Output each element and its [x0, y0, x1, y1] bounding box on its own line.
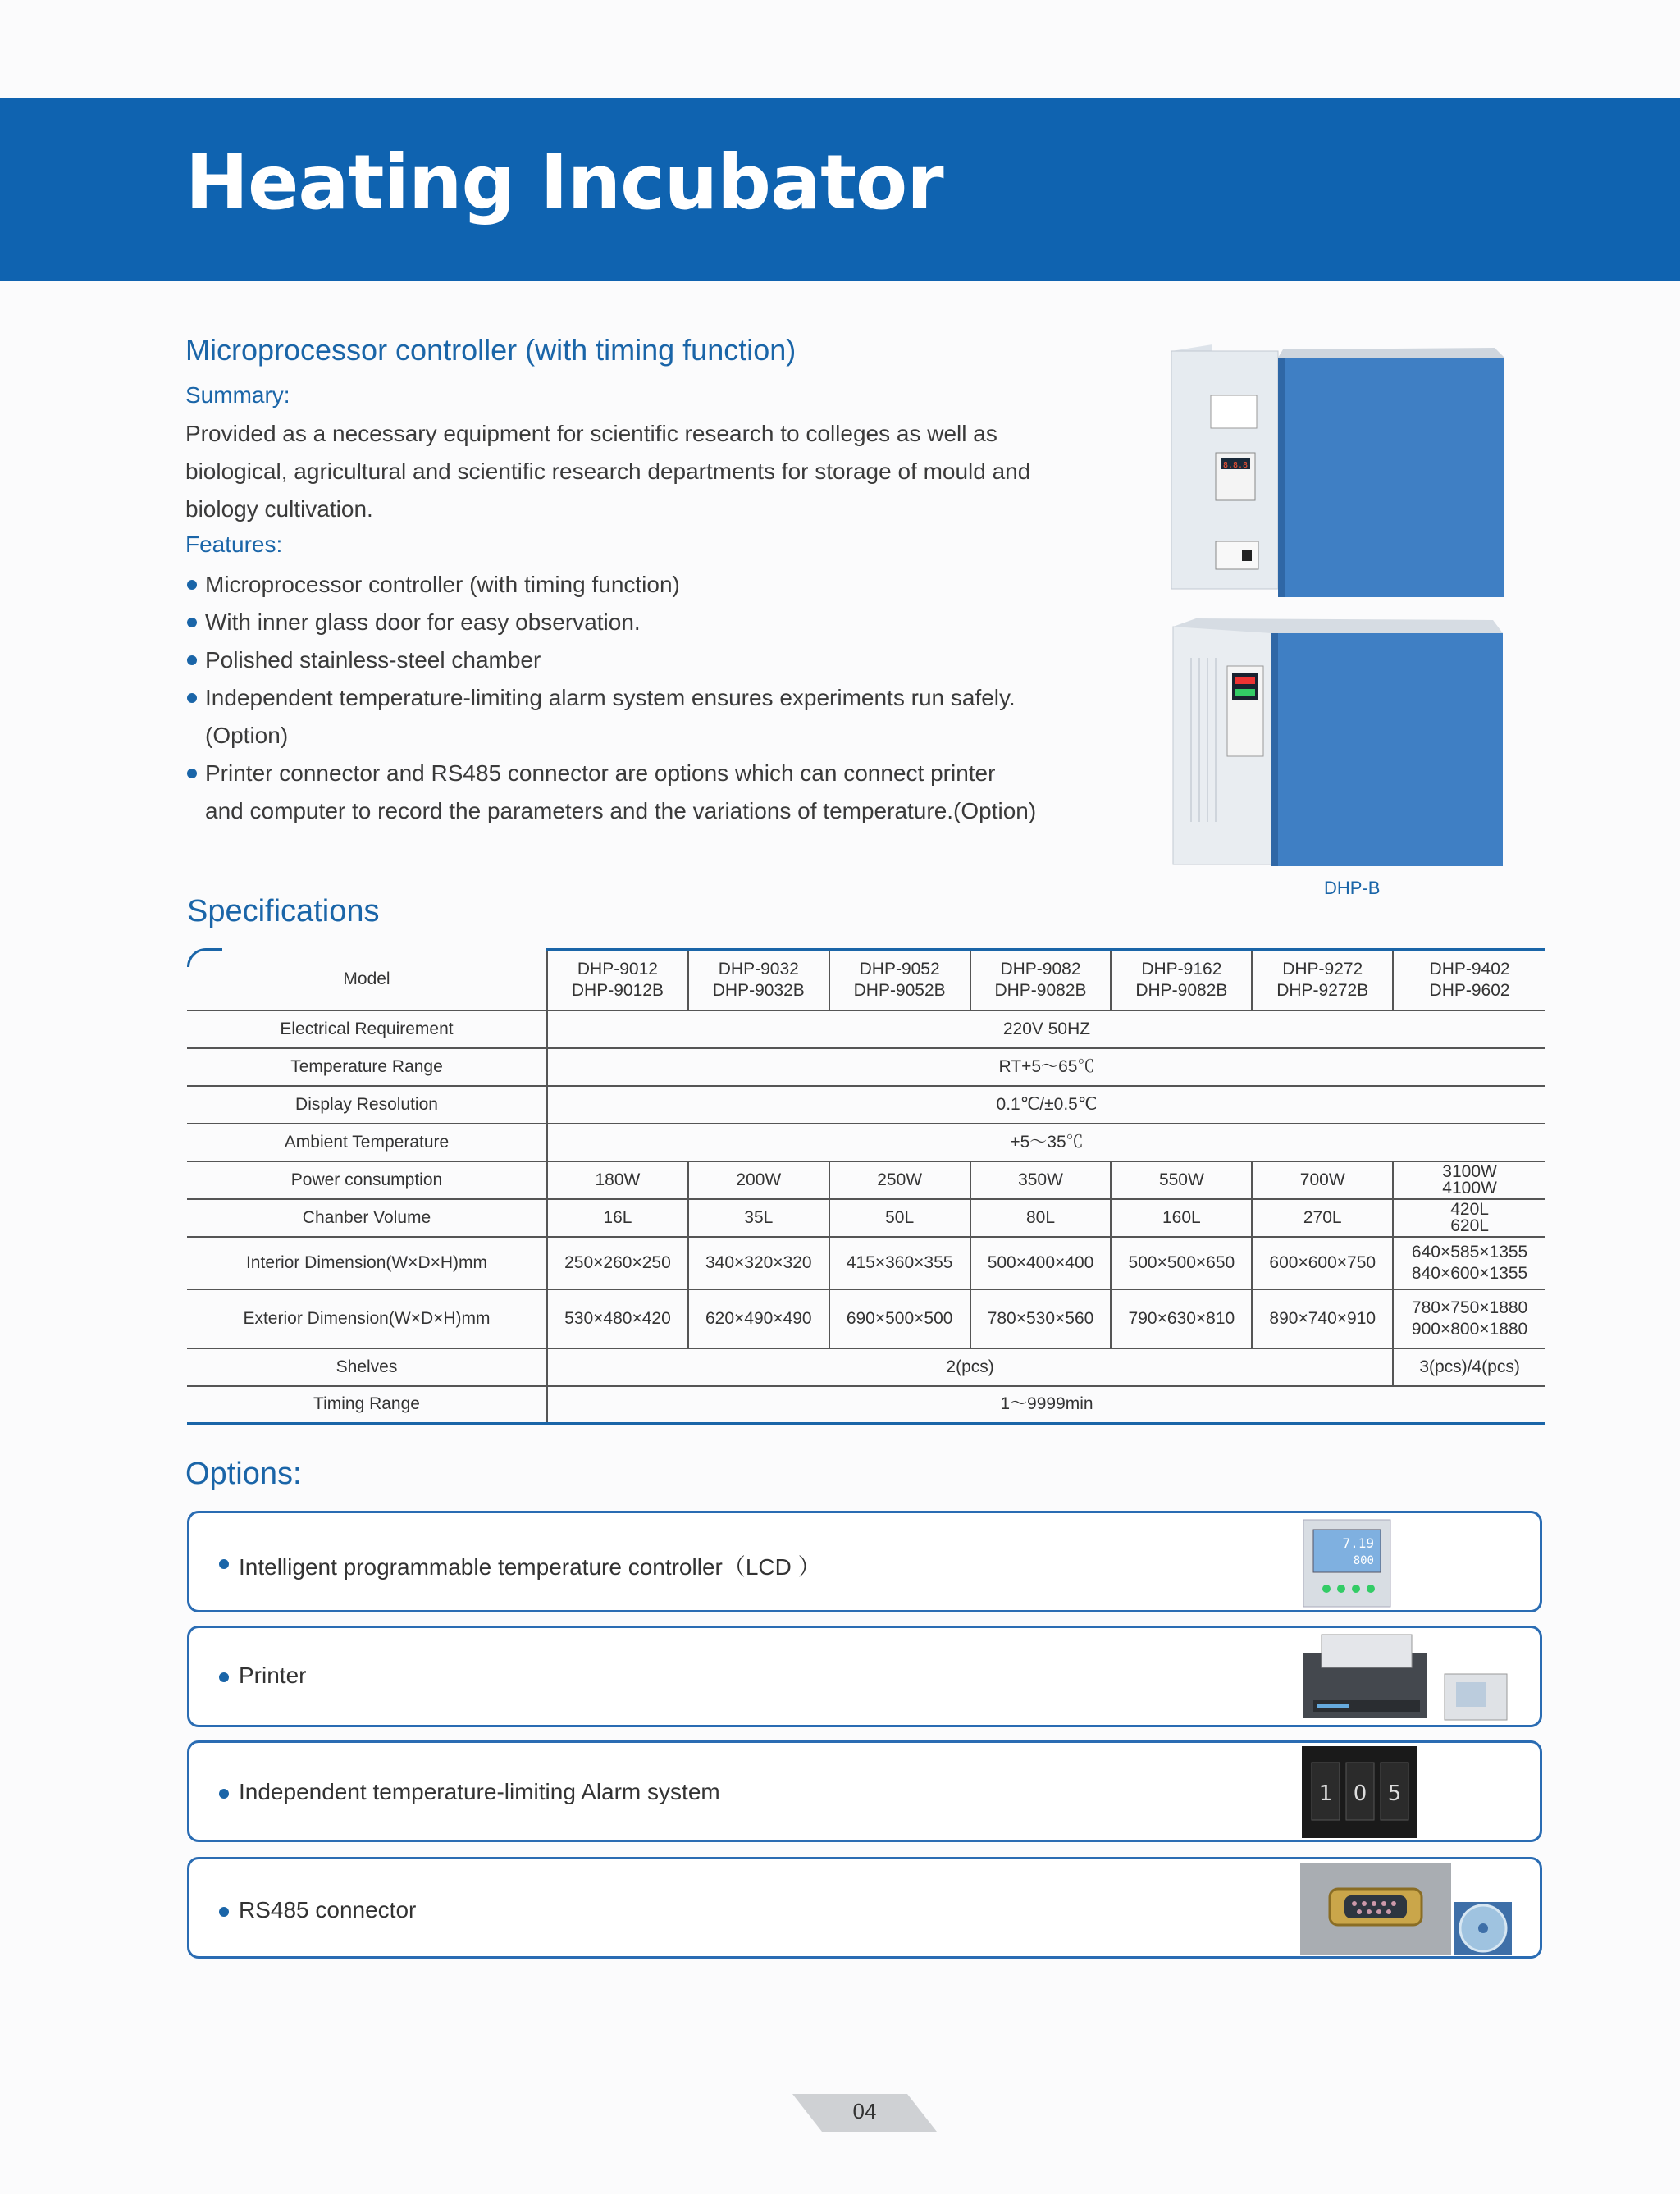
table-cell: 790×630×810: [1111, 1289, 1252, 1348]
table-cell: 180W: [547, 1161, 688, 1199]
summary-text: Provided as a necessary equipment for scientific research to colleges as well as biological, agricultural and scientific research departments for storage of mould and biology cultivation.: [185, 421, 1031, 522]
feature-item: Polished stainless-steel chamber: [185, 641, 1039, 679]
table-cell: 340×320×320: [688, 1237, 829, 1289]
table-row: [187, 1161, 1545, 1199]
page-number-tab: [792, 2094, 937, 2137]
table-cell: 3100W 4100W: [1393, 1161, 1545, 1199]
option-box-rs485: [187, 1857, 1542, 1959]
feature-item: Microprocessor controller (with timing function): [185, 566, 1039, 604]
table-row: [187, 1048, 1545, 1086]
table-row: [187, 1010, 1545, 1048]
photo-caption: DHP-B: [1324, 878, 1381, 898]
lcd-controller-image: [1302, 1518, 1392, 1608]
table-cell: 2(pcs): [547, 1348, 1393, 1386]
option-box-alarm: [187, 1740, 1542, 1842]
table-cell: Exterior Dimension(W×D×H)mm: [187, 1289, 547, 1348]
feature-item: Printer connector and RS485 connector are options which can connect printer and computer to record the parameters and the variations of temperature.(Option): [185, 755, 1039, 830]
table-row: [187, 950, 1545, 1010]
table-cell: Power consumption: [187, 1161, 547, 1199]
specifications-table: [187, 948, 1545, 1425]
rs485-connector-image: [1300, 1863, 1513, 1956]
table-cell: 640×585×1355 840×600×1355: [1393, 1237, 1545, 1289]
table-cell: 420L 620L: [1393, 1199, 1545, 1237]
table-cell: 550W: [1111, 1161, 1252, 1199]
header-band: [0, 98, 1680, 281]
table-cell: RT+5～65℃: [547, 1048, 1545, 1086]
option-label: Independent temperature-limiting Alarm system: [219, 1779, 720, 1805]
option-label: Intelligent programmable temperature controller（LCD ）: [219, 1549, 821, 1582]
alarm-digit: 0: [1353, 1781, 1367, 1806]
table-cell: 250W: [829, 1161, 970, 1199]
table-cell: DHP-9052 DHP-9052B: [829, 950, 970, 1010]
table-cell: 250×260×250: [547, 1237, 688, 1289]
table-cell: 80L: [970, 1199, 1112, 1237]
table-cell: 890×740×910: [1252, 1289, 1393, 1348]
table-cell: 530×480×420: [547, 1289, 688, 1348]
table-cell: 160L: [1111, 1199, 1252, 1237]
table-row: [187, 1289, 1545, 1348]
table-cell: DHP-9032 DHP-9032B: [688, 950, 829, 1010]
table-cell: 500×400×400: [970, 1237, 1112, 1289]
table-cell: 780×750×1880 900×800×1880: [1393, 1289, 1545, 1348]
table-cell: DHP-9082 DHP-9082B: [970, 950, 1112, 1010]
table-cell: 350W: [970, 1161, 1112, 1199]
table-row: [187, 1237, 1545, 1289]
page-title: Heating Incubator: [185, 139, 943, 226]
table-cell: 700W: [1252, 1161, 1393, 1199]
incubator-photo-top: [1163, 343, 1514, 600]
features-label: Features:: [185, 531, 283, 557]
table-cell: Display Resolution: [187, 1086, 547, 1124]
alarm-digit: 5: [1387, 1781, 1402, 1806]
table-row: [187, 1348, 1545, 1386]
table-row: [187, 1386, 1545, 1424]
table-cell: 780×530×560: [970, 1289, 1112, 1348]
features-list: [185, 566, 1039, 830]
page-number: 04: [852, 2099, 877, 2123]
table-row: [187, 1086, 1545, 1124]
option-box-lcd: [187, 1511, 1542, 1612]
lcd-readout-bottom: 800: [1353, 1554, 1374, 1567]
controller-readout: 8.8.8: [1222, 461, 1249, 470]
table-cell: Shelves: [187, 1348, 547, 1386]
summary-label: Summary:: [185, 382, 290, 408]
table-cell: 600×600×750: [1252, 1237, 1393, 1289]
table-cell: 620×490×490: [688, 1289, 829, 1348]
specifications-title: Specifications: [187, 894, 380, 928]
printer-image: [1300, 1631, 1530, 1725]
option-label: RS485 connector: [219, 1897, 416, 1923]
options-title: Options:: [185, 1457, 302, 1491]
table-cell: 16L: [547, 1199, 688, 1237]
table-row: [187, 1199, 1545, 1237]
feature-item: With inner glass door for easy observation.: [185, 604, 1039, 641]
table-cell: 3(pcs)/4(pcs): [1393, 1348, 1545, 1386]
table-cell: 1～9999min: [547, 1386, 1545, 1424]
option-box-printer: [187, 1626, 1542, 1727]
alarm-digit: 1: [1318, 1781, 1333, 1806]
feature-item: Independent temperature-limiting alarm system ensures experiments run safely. (Option): [185, 679, 1039, 755]
table-cell: Model: [187, 950, 547, 1010]
alarm-switch-image: [1302, 1746, 1417, 1838]
table-cell: 220V 50HZ: [547, 1010, 1545, 1048]
table-cell: 50L: [829, 1199, 970, 1237]
table-cell: 270L: [1252, 1199, 1393, 1237]
lcd-readout-top: 7.19: [1342, 1535, 1374, 1551]
table-cell: Temperature Range: [187, 1048, 547, 1086]
table-cell: 35L: [688, 1199, 829, 1237]
table-cell: Interior Dimension(W×D×H)mm: [187, 1237, 547, 1289]
table-cell: DHP-9272 DHP-9272B: [1252, 950, 1393, 1010]
table-cell: 415×360×355: [829, 1237, 970, 1289]
table-cell: DHP-9402 DHP-9602: [1393, 950, 1545, 1010]
table-cell: 500×500×650: [1111, 1237, 1252, 1289]
incubator-photo-bottom: [1163, 609, 1514, 873]
table-cell: Ambient Temperature: [187, 1124, 547, 1161]
table-cell: DHP-9162 DHP-9082B: [1111, 950, 1252, 1010]
table-cell: +5～35℃: [547, 1124, 1545, 1161]
table-cell: 690×500×500: [829, 1289, 970, 1348]
table-cell: 200W: [688, 1161, 829, 1199]
section-subtitle: Microprocessor controller (with timing function): [185, 333, 797, 367]
table-cell: DHP-9012 DHP-9012B: [547, 950, 688, 1010]
option-label: Printer: [219, 1663, 306, 1689]
table-cell: 0.1℃/±0.5℃: [547, 1086, 1545, 1124]
table-cell: Timing Range: [187, 1386, 547, 1424]
table-cell: Chanber Volume: [187, 1199, 547, 1237]
table-cell: Electrical Requirement: [187, 1010, 547, 1048]
table-row: [187, 1124, 1545, 1161]
